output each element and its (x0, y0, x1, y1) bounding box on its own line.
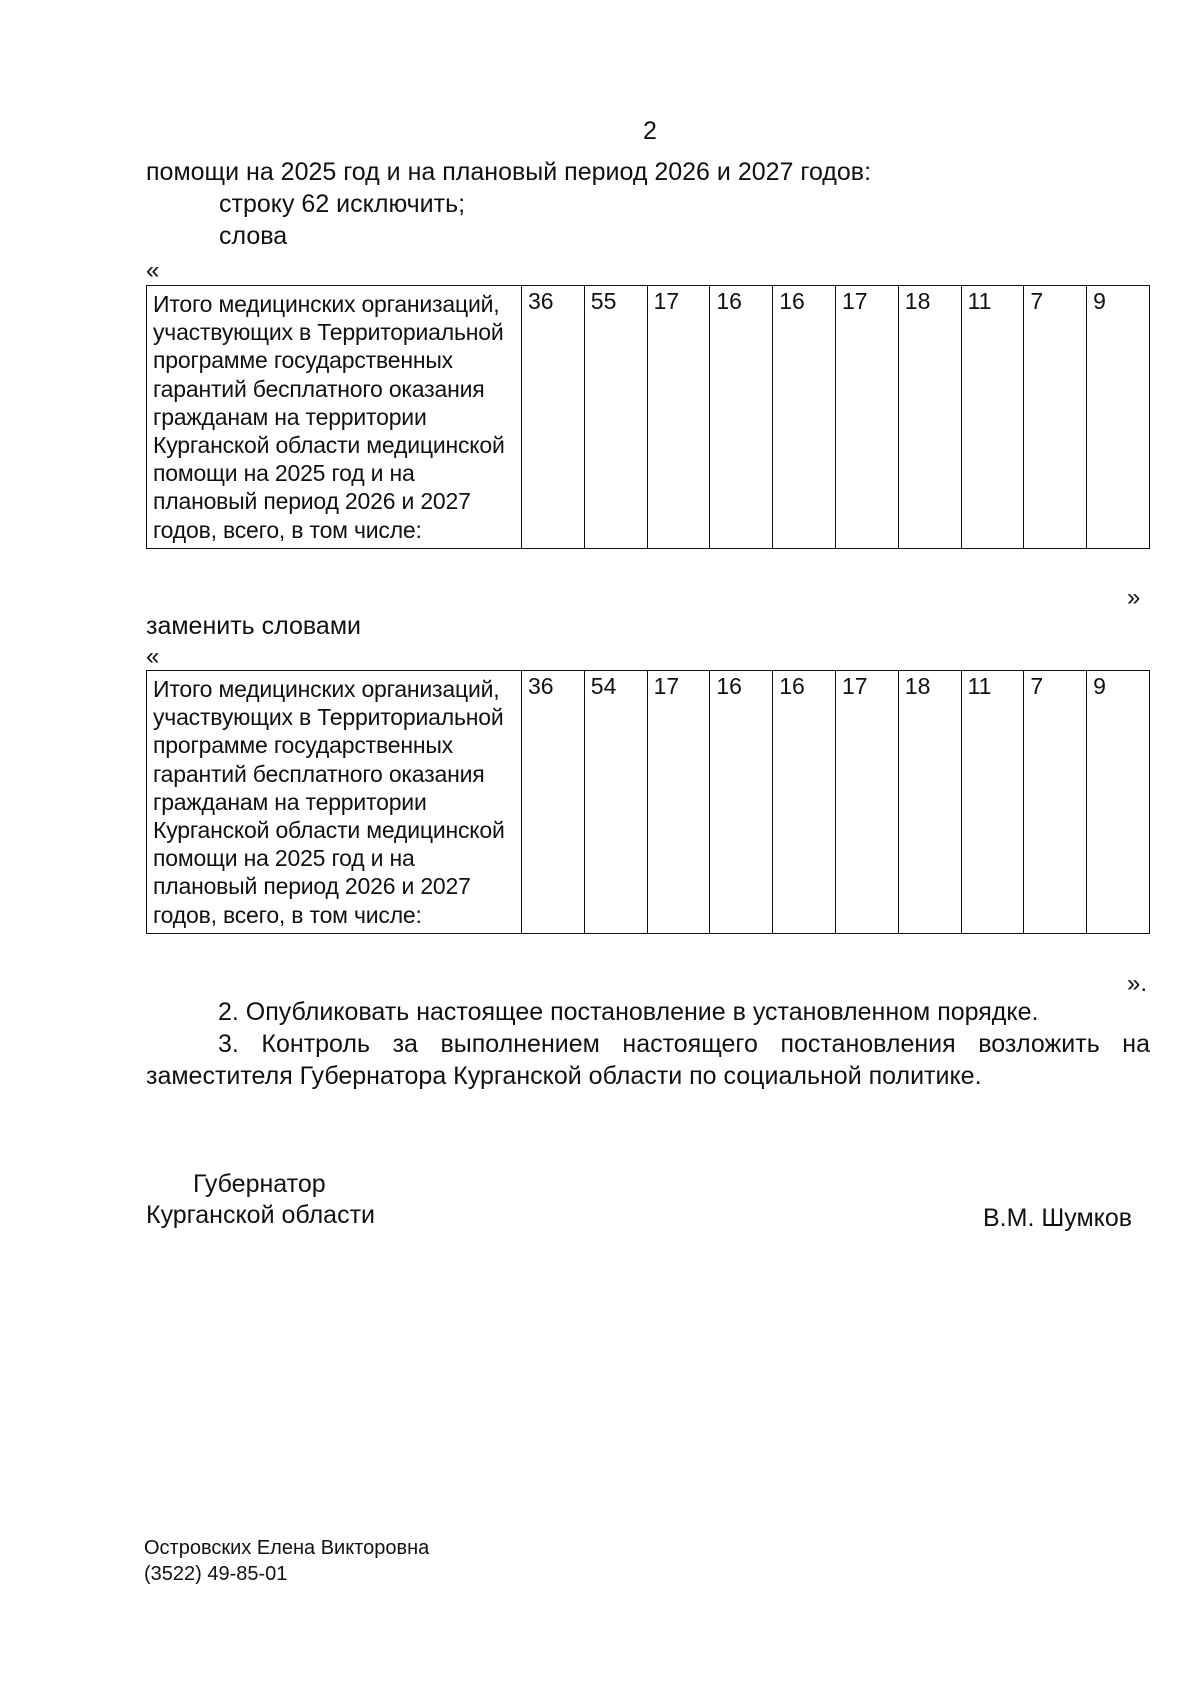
value-cell: 18 (898, 286, 961, 549)
row-label: Итого медицинских организаций, участвующих в Территориальной программе государственных гарантий бесплатного оказания гражданам на территории Курганской области медицинской помощи на 2025 год и на плановый период 2026 и 2027 годов, всего, в том числе: (147, 671, 522, 934)
value-cell: 11 (961, 671, 1024, 934)
value-cell: 7 (1024, 671, 1087, 934)
old-wording-table (146, 285, 1150, 549)
executor-phone: (3522) 49-85-01 (144, 1563, 288, 1585)
value-cell: 17 (647, 286, 710, 549)
value-cell: 55 (584, 286, 647, 549)
value-cell: 16 (773, 671, 836, 934)
table-row (147, 286, 1150, 549)
replace-with-label: заменить словами (146, 612, 361, 640)
resolution-paragraphs (146, 996, 1150, 1092)
value-cell: 9 (1087, 671, 1150, 934)
open-quote-2: « (146, 643, 160, 670)
intro-line-2: строку 62 исключить; (219, 190, 466, 218)
value-cell: 17 (835, 286, 898, 549)
value-cell: 7 (1024, 286, 1087, 549)
open-quote-1: « (146, 257, 160, 284)
value-cell: 36 (522, 286, 585, 549)
value-cell: 16 (710, 671, 773, 934)
value-cell: 9 (1087, 286, 1150, 549)
value-cell: 16 (710, 286, 773, 549)
table-row (147, 671, 1150, 934)
row-label: Итого медицинских организаций, участвующих в Территориальной программе государственных гарантий бесплатного оказания гражданам на территории Курганской области медицинской помощи на 2025 год и на плановый период 2026 и 2027 годов, всего, в том числе: (147, 286, 522, 549)
paragraph-2: 2. Опубликовать настоящее постановление в установленном порядке. (218, 998, 1039, 1026)
new-wording-table (146, 670, 1150, 934)
intro-line-3: слова (219, 222, 288, 250)
value-cell: 54 (584, 671, 647, 934)
close-quote-1: » (1127, 584, 1141, 611)
page-number: 2 (643, 117, 657, 145)
value-cell: 11 (961, 286, 1024, 549)
value-cell: 17 (835, 671, 898, 934)
value-cell: 36 (522, 671, 585, 934)
close-quote-2: ». (1127, 970, 1148, 997)
signature-title-line-1: Губернатор (193, 1170, 326, 1198)
signature-title-line-2: Курганской области (146, 1201, 376, 1229)
paragraph-3: 3. Контроль за выполнением настоящего постановления возложить на заместителя Губернатора Курганской области по социальной политике. (146, 1030, 1150, 1090)
value-cell: 16 (773, 286, 836, 549)
value-cell: 18 (898, 671, 961, 934)
signatory-name: В.М. Шумков (983, 1204, 1133, 1232)
executor-name: Островских Елена Викторовна (144, 1537, 430, 1559)
intro-line-1: помощи на 2025 год и на плановый период 2026 и 2027 годов: (146, 158, 872, 186)
value-cell: 17 (647, 671, 710, 934)
